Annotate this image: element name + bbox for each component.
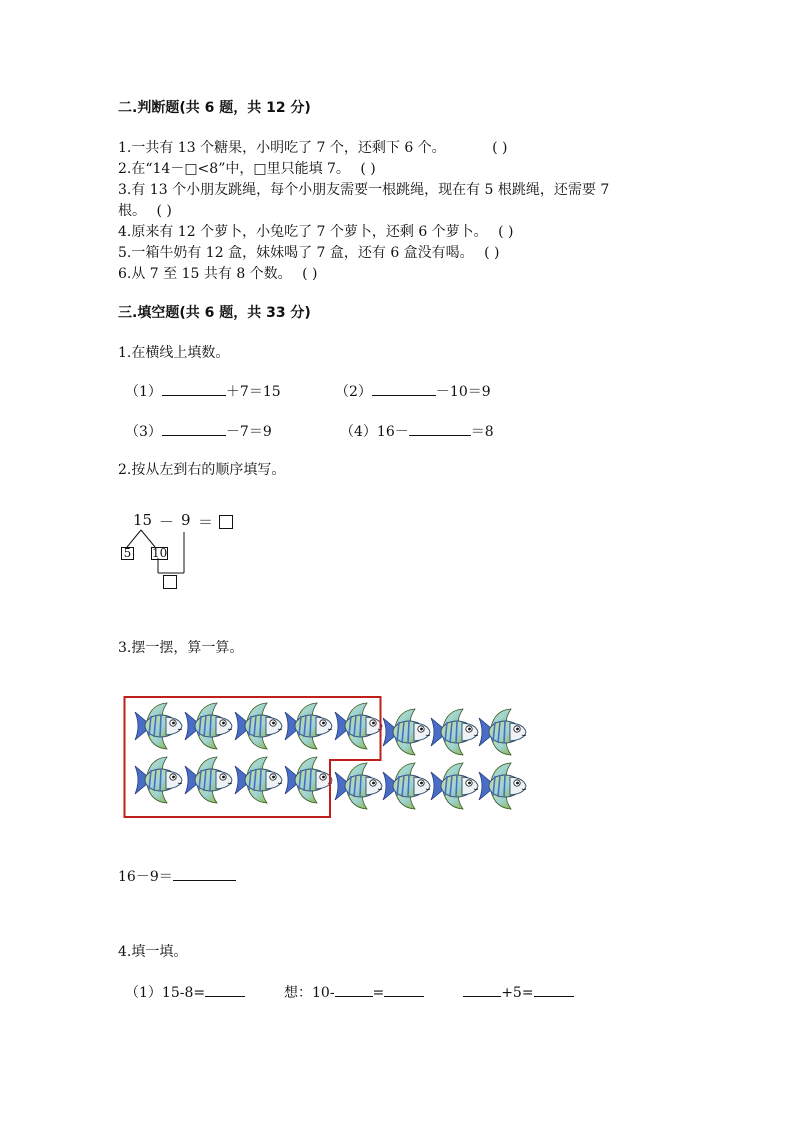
intermediate-box[interactable] — [163, 575, 177, 589]
q3-equation — [118, 866, 236, 886]
q4-part-1 — [125, 982, 574, 1002]
split-lines — [118, 510, 248, 595]
answer-blank[interactable] — [534, 982, 574, 997]
split-box-b — [151, 547, 168, 560]
judge-item-text: 2.在“14－□<8”中，□里只能填 7。 — [118, 161, 350, 177]
judge-item-5 — [118, 242, 500, 262]
part-label: （2） — [335, 384, 372, 400]
q1-part-2 — [335, 381, 491, 401]
judge-item-text: 5.一箱牛奶有 12 盒，妹妹喝了 7 盒，还有 6 盒没有喝。 — [118, 245, 474, 261]
answer-paren[interactable]: ( ) — [498, 224, 514, 240]
judge-item-6 — [118, 263, 318, 283]
fish-illustration — [123, 692, 535, 820]
judge-item-1 — [118, 137, 508, 157]
subtrahend: 9 — [181, 511, 191, 529]
part-label: （1） — [125, 384, 162, 400]
answer-blank[interactable] — [372, 381, 436, 396]
answer-paren[interactable]: ( ) — [360, 161, 376, 177]
minus-sign: － — [159, 513, 175, 531]
answer-paren[interactable]: ( ) — [484, 245, 500, 261]
part-expr: －10＝9 — [435, 384, 491, 400]
fish-picture — [123, 692, 535, 820]
part-expr: －7＝9 — [225, 424, 272, 440]
answer-paren[interactable]: ( ) — [492, 140, 508, 156]
answer-blank[interactable] — [409, 421, 471, 436]
q1-prompt: 1.在横线上填数。 — [118, 345, 230, 361]
part-label: （4） — [340, 424, 377, 440]
answer-blank[interactable] — [384, 982, 424, 997]
judge-item-text: 根。 — [118, 203, 146, 219]
equals-sign: ＝ — [198, 513, 214, 531]
q3-equation-text: 16－9＝ — [118, 869, 173, 885]
judge-item-text: 6.从 7 至 15 共有 8 个数。 — [118, 266, 292, 282]
fish-row-top — [135, 703, 526, 755]
split-b-text: 10 — [152, 546, 168, 560]
judge-item-text: 4.原来有 12 个萝卜，小兔吃了 7 个萝卜，还剩 6 个萝卜。 — [118, 224, 488, 240]
q4-eq: = — [372, 985, 385, 1001]
part-label: （3） — [125, 424, 162, 440]
q4-think: 想：10- — [284, 985, 335, 1001]
q1-part-3 — [125, 421, 272, 441]
q1-part-1 — [125, 381, 281, 401]
judge-item-text: 3.有 13 个小朋友跳绳，每个小朋友需要一根跳绳，现在有 5 根跳绳，还需要 7 — [118, 182, 610, 198]
answer-blank[interactable] — [173, 866, 236, 881]
q4-plus: +5= — [501, 985, 534, 1001]
part-expr: ＋7＝15 — [225, 384, 281, 400]
answer-blank[interactable] — [162, 381, 226, 396]
minuend: 15 — [133, 511, 153, 529]
judge-item-3-cont — [118, 200, 172, 220]
decomposition-diagram — [118, 510, 248, 595]
judge-item-4 — [118, 221, 514, 241]
answer-paren[interactable]: ( ) — [302, 266, 318, 282]
split-a-text: 5 — [123, 546, 132, 560]
q1-part-4 — [340, 421, 494, 441]
part-expr: ＝8 — [470, 424, 494, 440]
section-2-title: 二.判断题(共 6 题，共 12 分) — [118, 100, 311, 116]
part-expr-before: 16－ — [376, 424, 409, 440]
answer-blank[interactable] — [335, 982, 373, 997]
q3-prompt: 3.摆一摆，算一算。 — [118, 640, 244, 656]
judge-item-2 — [118, 158, 376, 178]
answer-blank[interactable] — [162, 421, 226, 436]
split-box-a — [121, 547, 134, 560]
answer-blank[interactable] — [463, 982, 501, 997]
section-3-title: 三.填空题(共 6 题，共 33 分) — [118, 305, 311, 321]
answer-blank[interactable] — [205, 982, 245, 997]
judge-item-text: 1.一共有 13 个糖果，小明吃了 7 个，还剩下 6 个。 — [118, 140, 446, 156]
q4-prompt: 4.填一填。 — [118, 944, 188, 960]
judge-item-3 — [118, 179, 609, 199]
answer-paren[interactable]: ( ) — [156, 203, 172, 219]
q4-label: （1）15-8= — [125, 985, 206, 1001]
q2-prompt: 2.按从左到右的顺序填写。 — [118, 462, 286, 478]
